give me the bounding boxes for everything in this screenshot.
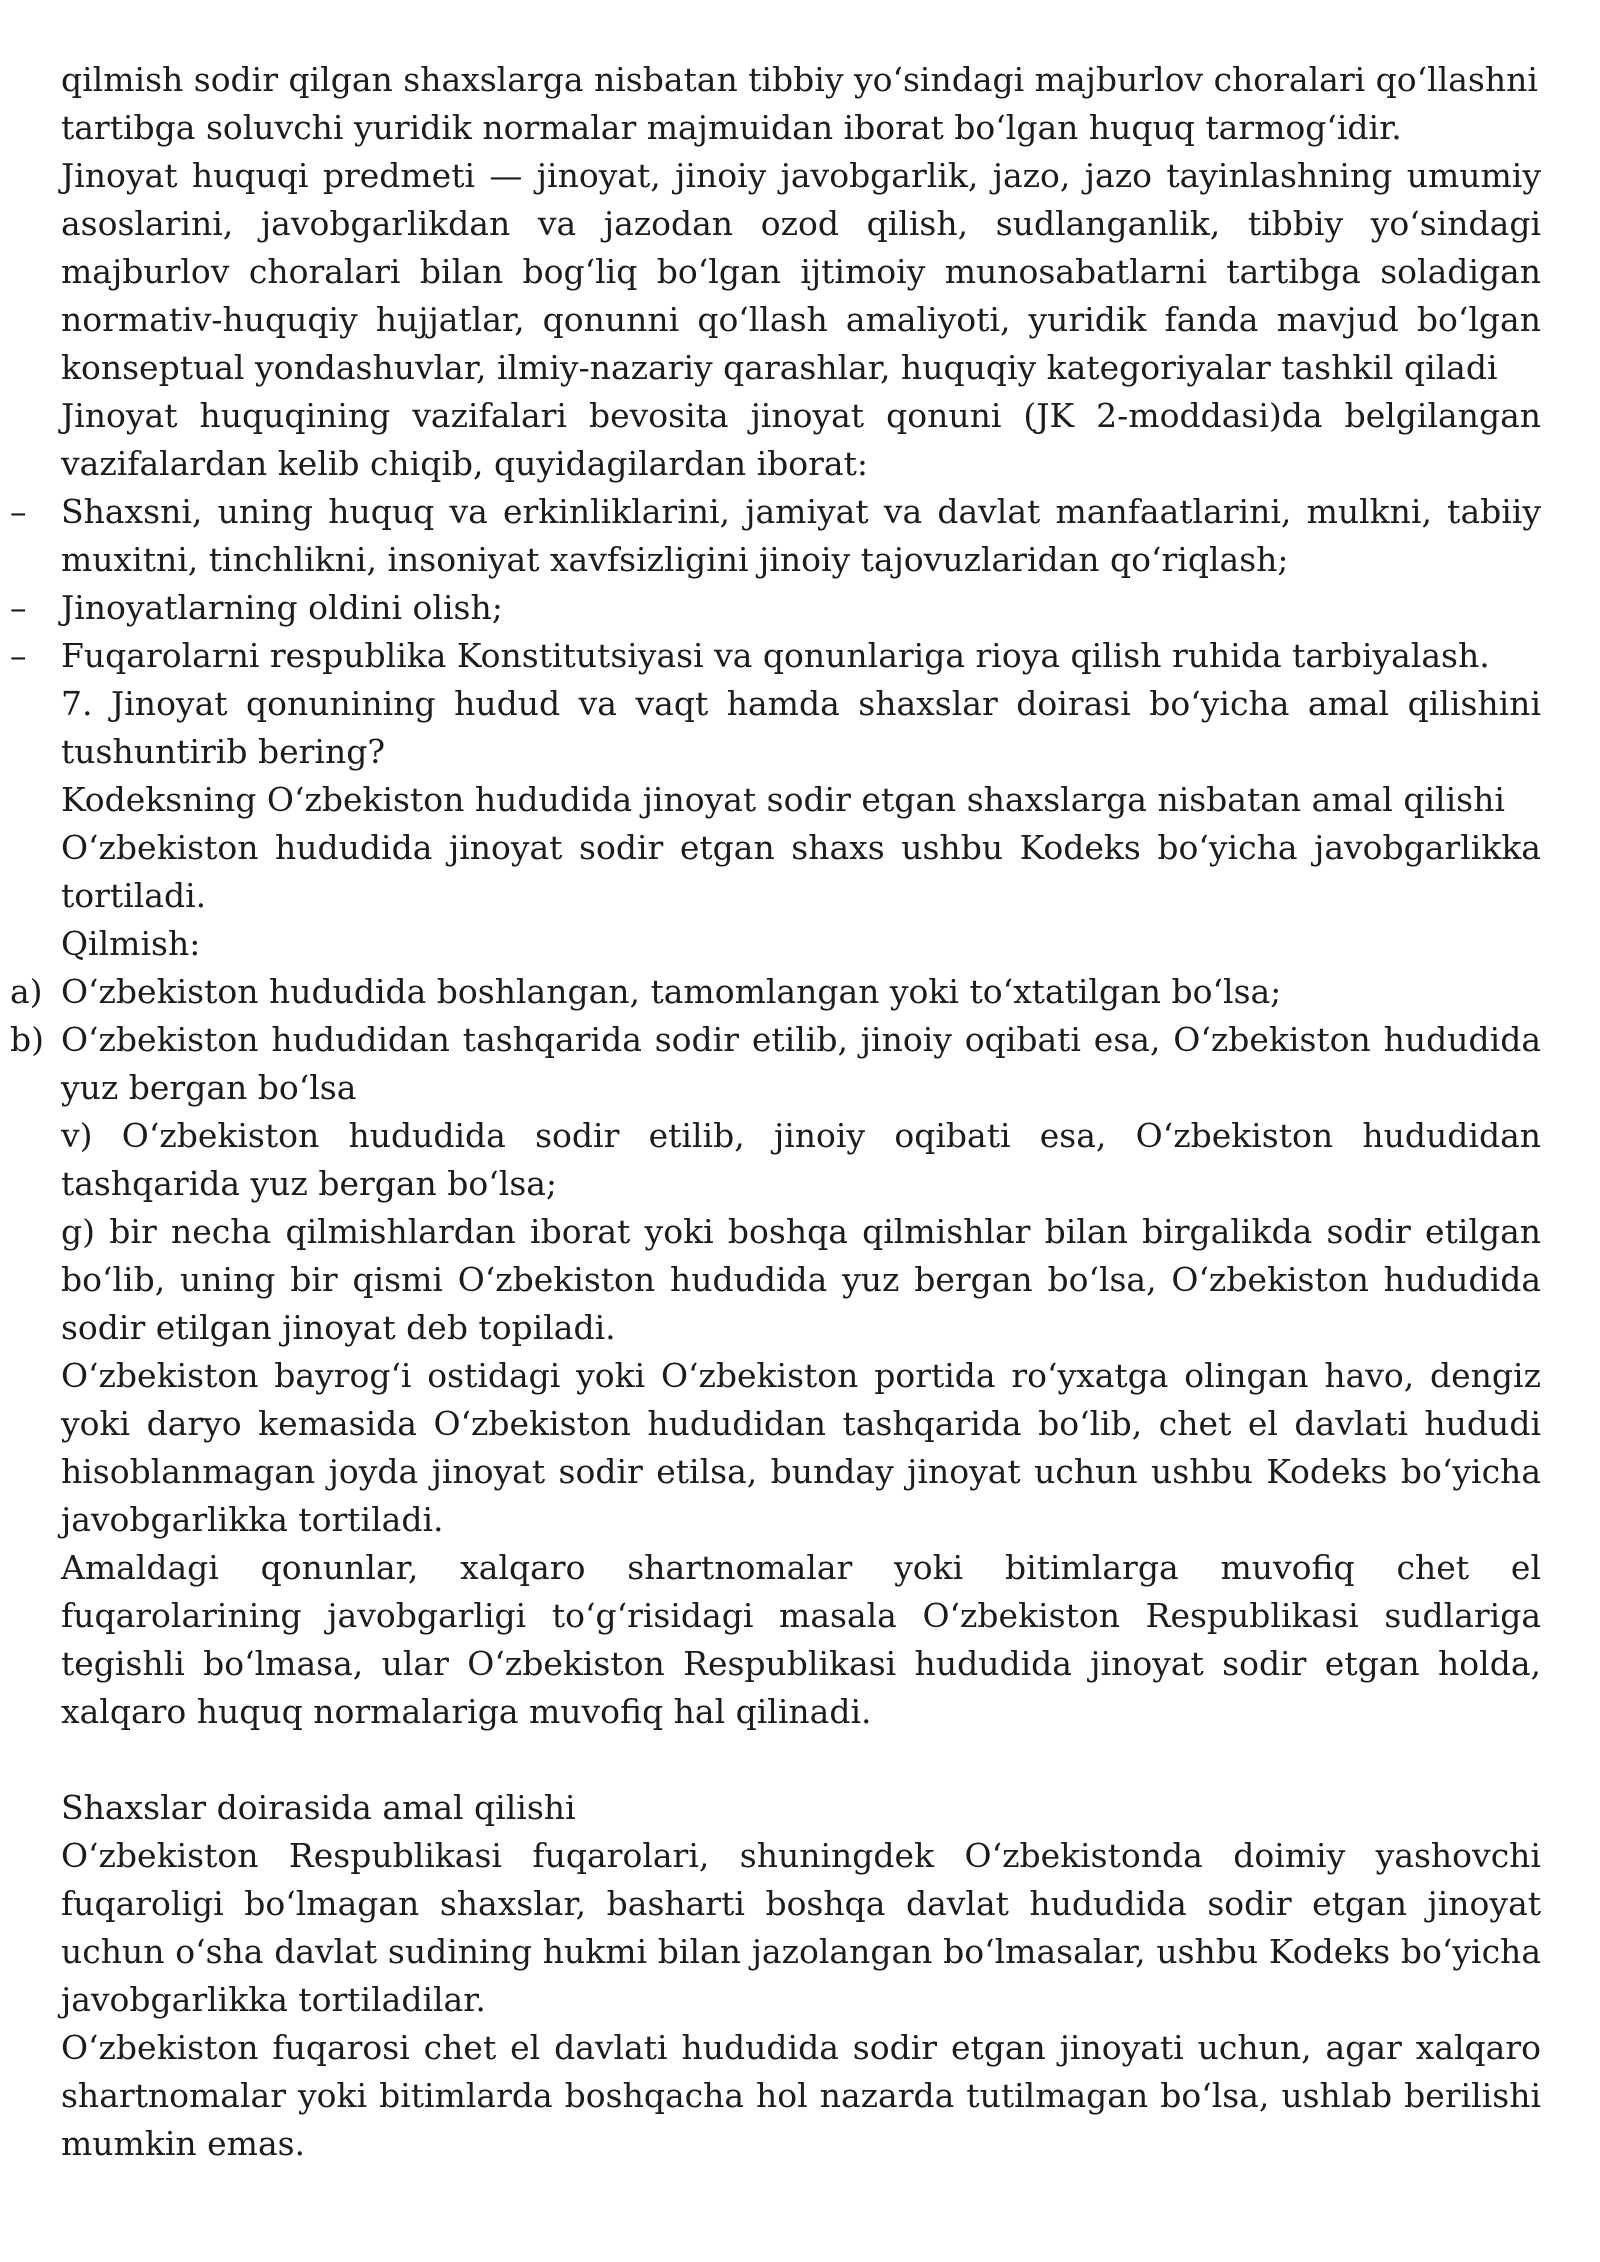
qilmish-label: Qilmish: bbox=[61, 924, 201, 963]
question-7: 7. Jinoyat qonunining hudud va vaqt hamda shaxslar doirasi bo‘yicha amal qilishini tushuntirib bering? bbox=[61, 684, 1541, 771]
list-item-text: Fuqarolarni respublika Konstitutsiyasi va qonunlariga rioya qilish ruhida tarbiyalash. bbox=[61, 636, 1490, 675]
paragraph-persons-liability: O‘zbekiston Respublikasi fuqarolari, shuningdek O‘zbekistonda doimiy yashovchi fuqaroligi bo‘lmagan shaxslar, basharti boshqa davlat hududida sodir etgan jinoyat uchun o‘sha davlat sudining hukmi bilan jazolangan bo‘lmasalar, ushbu Kodeks bo‘yicha javobgarlikka tortiladilar. bbox=[61, 1836, 1541, 2019]
dash-marker: – bbox=[10, 636, 27, 675]
list-item-text: Jinoyatlarning oldini olish; bbox=[61, 588, 503, 627]
dash-marker: – bbox=[10, 588, 27, 627]
paragraph-subject: Jinoyat huquqi predmeti — jinoyat, jinoiy javobgarlik, jazo, jazo tayinlashning umumiy asoslarini, javobgarlikdan va jazodan ozod qilish, sudlanganlik, tibbiy yo‘sindagi majburlov choralari bilan bog‘liq bo‘lgan ijtimoiy munosabatlarni tartibga soladigan normativ-huquqiy hujjatlar, qonunni qo‘llash amaliyoti, yuridik fanda mavjud bo‘lgan konseptual yondashuvlar, ilmiy-nazariy qarashlar, huquqiy kategoriyalar tashkil qiladi bbox=[61, 156, 1541, 387]
item-v: v) O‘zbekiston hududida sodir etilib, jinoiy oqibati esa, O‘zbekiston hududidan tashqarida yuz bergan bo‘lsa; bbox=[61, 1116, 1541, 1203]
letter-marker: a) bbox=[10, 972, 43, 1011]
paragraph-definition-end: qilmish sodir qilgan shaxslarga nisbatan tibbiy yo‘sindagi majburlov choralari qo‘llashni tartibga soluvchi yuridik normalar majmuidan iborat bo‘lgan huquq tarmog‘idir. bbox=[61, 60, 1538, 147]
list-item-text: Shaxsni, uning huquq va erkinliklarini, jamiyat va davlat manfaatlarini, mulkni, tabiiy muxitni, tinchlikni, insoniyat xavfsizligini jinoiy tajovuzlaridan qo‘riqlash; bbox=[61, 492, 1541, 579]
list-item bbox=[10, 584, 1541, 632]
paragraph-tasks: Jinoyat huquqining vazifalari bevosita jinoyat qonuni (JK 2-moddasi)da belgilangan vazifalardan kelib chiqib, quyidagilardan iborat: bbox=[61, 396, 1541, 483]
section-heading-persons: Shaxslar doirasida amal qilishi bbox=[61, 1788, 576, 1827]
list-item bbox=[10, 632, 1541, 680]
blank-line bbox=[0, 1736, 1600, 1784]
paragraph-territory-liability: O‘zbekiston hududida jinoyat sodir etgan shaxs ushbu Kodeks bo‘yicha javobgarlikka tortiladi. bbox=[61, 828, 1541, 915]
section-heading-territory: Kodeksning O‘zbekiston hududida jinoyat sodir etgan shaxslarga nisbatan amal qilishi bbox=[61, 780, 1505, 819]
paragraph-extradition: O‘zbekiston fuqarosi chet el davlati hududida sodir etgan jinoyati uchun, agar xalqaro shartnomalar yoki bitimlarda boshqacha hol nazarda tutilmagan bo‘lsa, ushlab berilishi mumkin emas. bbox=[61, 2028, 1541, 2163]
list-item bbox=[10, 488, 1541, 584]
list-item bbox=[10, 968, 1541, 1016]
letter-marker: b) bbox=[10, 1020, 44, 1059]
document-page bbox=[0, 56, 1600, 2168]
list-item-text: O‘zbekiston hududidan tashqarida sodir etilib, jinoiy oqibati esa, O‘zbekiston hududida yuz bergan bo‘lsa bbox=[61, 1020, 1541, 1107]
paragraph-flag-vessels: O‘zbekiston bayrog‘i ostidagi yoki O‘zbekiston portida ro‘yxatga olingan havo, dengiz yoki daryo kemasida O‘zbekiston hududidan tashqarida bo‘lib, chet el davlati hududi hisoblanmagan joyda jinoyat sodir etilsa, bunday jinoyat uchun ushbu Kodeks bo‘yicha javobgarlikka tortiladi. bbox=[61, 1356, 1541, 1539]
list-item-text: O‘zbekiston hududida boshlangan, tamomlangan yoki to‘xtatilgan bo‘lsa; bbox=[61, 972, 1282, 1011]
list-item bbox=[10, 1016, 1541, 1112]
paragraph-foreign-citizens: Amaldagi qonunlar, xalqaro shartnomalar yoki bitimlarga muvofiq chet el fuqarolarining javobgarligi to‘g‘risidagi masala O‘zbekiston Respublikasi sudlariga tegishli bo‘lmasa, ular O‘zbekiston Respublikasi hududida jinoyat sodir etgan holda, xalqaro huquq normalariga muvofiq hal qilinadi. bbox=[61, 1548, 1541, 1731]
dash-marker: – bbox=[10, 492, 27, 531]
item-g: g) bir necha qilmishlardan iborat yoki boshqa qilmishlar bilan birgalikda sodir etilgan bo‘lib, uning bir qismi O‘zbekiston hududida yuz bergan bo‘lsa, O‘zbekiston hududida sodir etilgan jinoyat deb topiladi. bbox=[61, 1212, 1541, 1347]
